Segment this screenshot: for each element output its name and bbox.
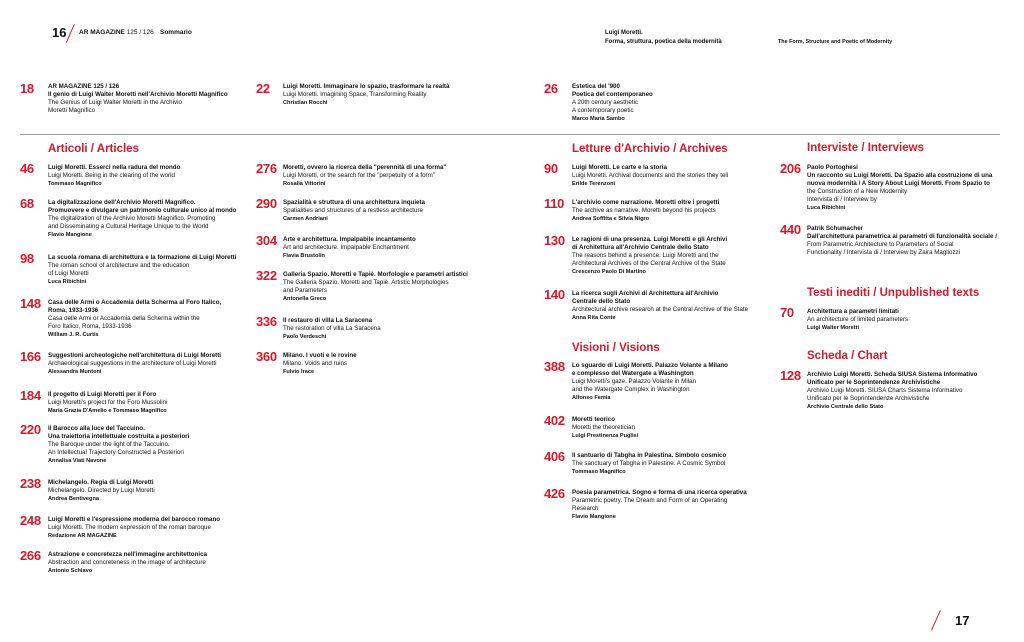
- entry-subtitle: Moretti the theoretician: [572, 424, 635, 431]
- page-number: 148: [20, 296, 41, 311]
- entry-title: Luigi Moretti. Esserci nella radura del mondo: [48, 164, 181, 171]
- entry-subtitle: Luigi Moretti, or the search for the "perpetuity of a form": [283, 172, 435, 179]
- footer-slash-right: [931, 610, 941, 631]
- entry-subtitle: Parametric poetry. The Dream and Form of an Operating: [572, 497, 728, 504]
- entry-title: Milano. I vuoti e le rovine: [283, 352, 357, 359]
- toc-entry: [283, 352, 498, 376]
- entry-subtitle: Functionality / Intervista di / Interview by Zaira Magliozzi: [807, 249, 961, 256]
- entry-subtitle: Moretti Magnifico: [48, 107, 96, 114]
- toc-entry: [807, 371, 1007, 411]
- page-number: 248: [20, 513, 41, 528]
- page-number: 322: [256, 268, 277, 283]
- entry-subtitle: and Disseminating a Cultural Heritage Unique to the World: [48, 223, 209, 230]
- entry-title: Un racconto su Luigi Moretti. Da Spazio alla costruzione di una: [807, 172, 993, 179]
- toc-entry: [48, 391, 263, 415]
- entry-subtitle: Architectural archive research at the Central Archive of the State: [572, 306, 749, 313]
- entry-author: Erilde Terenzoni: [572, 181, 616, 187]
- entry-subtitle: An Intellectual Trajectory Constructed a Posteriori: [48, 449, 184, 456]
- page-number: 26: [544, 81, 558, 96]
- entry-author: Annalisa Viati Navone: [48, 458, 107, 464]
- entry-subtitle: A contemporary poetic: [572, 107, 634, 114]
- entry-author: Anna Rita Conte: [572, 315, 616, 321]
- page-number-right: 17: [955, 613, 970, 628]
- entry-author: Christian Rocchi: [283, 100, 328, 106]
- section-divider: [20, 134, 1000, 135]
- entry-author: Andrea Bentivegna: [48, 496, 99, 502]
- entry-title: Unificato per le Soprintendenze Archivistiche: [807, 379, 941, 386]
- entry-author: Flavio Mangione: [572, 514, 616, 520]
- entry-subtitle: Archaeological suggestions in the architecture of Luigi Moretti: [48, 360, 217, 367]
- entry-author: Luigi Walter Moretti: [807, 325, 859, 331]
- entry-title: La scuola romana di architettura e la formazione di Luigi Moretti: [48, 254, 237, 261]
- entry-title: Astrazione e concretezza nell'immagine architettonica: [48, 551, 207, 558]
- entry-title: Le ragioni di una presenza. Luigi Moretti e gli Archivi: [572, 236, 728, 243]
- page-number-left: 16: [52, 25, 67, 40]
- page-number: 426: [544, 486, 565, 501]
- toc-entry: [48, 164, 263, 188]
- entry-subtitle: The reasons behind a presence. Luigi Moretti and the: [572, 252, 719, 259]
- toc-entry: [48, 425, 263, 465]
- entry-title: Casa delle Armi o Accademia della Scherma al Foro Italico,: [48, 299, 222, 306]
- toc-entry: [283, 164, 498, 188]
- entry-title: nuova modernità / A Story About Luigi Moretti. From Spazio to: [807, 180, 990, 187]
- book-title: Luigi Moretti. Forma, struttura, poetica della modernità: [605, 30, 722, 45]
- toc-entry: [48, 479, 263, 503]
- entry-title: Patrik Schumacher: [807, 225, 864, 232]
- heading-archives: Letture d'Archivio / Archives: [572, 143, 728, 155]
- page-number: 128: [780, 368, 801, 383]
- toc-entry: [572, 362, 787, 402]
- toc-entry: [283, 271, 498, 303]
- book-title-en: The Form, Structure and Poetic of Modernity: [778, 39, 893, 45]
- page-number: 276: [256, 161, 277, 176]
- entry-author: Flavio Mangione: [48, 232, 92, 238]
- page-number: 406: [544, 449, 565, 464]
- entry-author: Antonio Schiavo: [48, 568, 93, 574]
- toc-entry: [572, 83, 812, 123]
- entry-subtitle: Research: [572, 505, 599, 512]
- toc-entry: [48, 551, 263, 575]
- toc-entry: [283, 199, 498, 223]
- entry-author: Marco Maria Sambo: [572, 116, 625, 122]
- entry-subtitle: Luigi Moretti. Imagining Space, Transforming Reality: [283, 91, 427, 98]
- toc-entry: [807, 164, 1007, 212]
- entry-title: Luigi Moretti. Immaginare lo spazio, trasformare la realtà: [283, 83, 450, 90]
- page-number: 336: [256, 314, 277, 329]
- page-number: 110: [544, 196, 565, 211]
- entry-subtitle: Intervista di / Interview by: [807, 196, 877, 203]
- entry-title: Estetica del '900: [572, 83, 620, 90]
- page-number: 98: [20, 251, 34, 266]
- page-number: 90: [544, 161, 558, 176]
- entry-subtitle: Archivio Luigi Moretti. SIUSA Charts Sistema Informativo: [807, 387, 963, 394]
- toc-entry: [48, 254, 263, 286]
- entry-author: Tommaso Magnifico: [48, 181, 102, 187]
- entry-title: Il genio di Luigi Walter Moretti nell'Archivio Moretti Magnifico: [48, 91, 228, 98]
- page-number: 440: [780, 222, 801, 237]
- entry-subtitle: Milano. Voids and ruins: [283, 360, 347, 367]
- entry-subtitle: Luigi Moretti's gaze. Palazzo Volante in Milan: [572, 378, 696, 385]
- toc-entry: [48, 352, 263, 376]
- entry-subtitle: Spatialities and structures of a restless architecture: [283, 207, 423, 214]
- entry-subtitle: the Construction of a New Modernity: [807, 188, 908, 195]
- entry-subtitle: Architectural Archives of the Central Archive of the State: [572, 260, 726, 267]
- toc-entry: [48, 516, 263, 540]
- entry-subtitle: and the Watergate Complex in Washington: [572, 386, 690, 393]
- header-slash-left: [66, 24, 75, 43]
- page-number: 22: [256, 81, 270, 96]
- entry-subtitle: The Galleria Spazio. Moretti and Tapiè. Artistic Morphologies: [283, 279, 449, 286]
- entry-author: Luca Ribichini: [48, 279, 87, 285]
- entry-subtitle: Abstraction and concreteness in the image of architecture: [48, 559, 206, 566]
- entry-title: Paolo Portoghesi: [807, 164, 858, 171]
- entry-title: Una traiettoria intellettuale costruita a posteriori: [48, 433, 190, 440]
- heading-unpublished: Testi inediti / Unpublished texts: [807, 287, 980, 299]
- toc-entry: [48, 299, 263, 339]
- entry-title: Moretti teorico: [572, 416, 615, 423]
- heading-chart: Scheda / Chart: [807, 350, 888, 362]
- entry-title: Spazialità e struttura di una architettura inquieta: [283, 199, 425, 206]
- page-number: 266: [20, 548, 41, 563]
- page-number: 184: [20, 388, 41, 403]
- entry-title: Roma, 1933-1936: [48, 307, 99, 314]
- entry-author: Luca Ribichini: [807, 205, 846, 211]
- toc-entry: [48, 199, 263, 239]
- entry-author: Paolo Verdeschi: [283, 334, 327, 340]
- toc-entry: [283, 317, 498, 341]
- heading-interviews: Interviste / Interviews: [807, 142, 924, 154]
- page-number: 68: [20, 196, 34, 211]
- entry-title: Suggestioni archeologiche nell'architettura di Luigi Moretti: [48, 352, 222, 359]
- entry-title: L'archivio come narrazione. Moretti oltre i progetti: [572, 199, 720, 206]
- page-number: 238: [20, 476, 41, 491]
- entry-author: Antonella Greco: [283, 296, 327, 302]
- entry-title: Il restauro di villa La Saracena: [283, 317, 373, 324]
- entry-subtitle: A 20th century aesthetic: [572, 99, 639, 106]
- entry-author: Archivio Centrale dello Stato: [807, 404, 884, 410]
- entry-title: Luigi Moretti e l'espressione moderna del barocco romano: [48, 516, 221, 523]
- entry-title: Moretti, ovvero la ricerca della "perennità di una forma": [283, 164, 447, 171]
- entry-subtitle: From Parametric Architecture to Parameters of Social: [807, 241, 954, 248]
- entry-author: Rosalia Vittorini: [283, 181, 326, 187]
- entry-subtitle: The restoration of villa La Saracena: [283, 325, 381, 332]
- entry-subtitle: The Baroque under the light of the Taccuino.: [48, 441, 170, 448]
- entry-subtitle: Foro Italico, Roma, 1933-1936: [48, 323, 132, 330]
- page-number: 70: [780, 305, 794, 320]
- entry-title: Poesia parametrica. Sogno e forma di una ricerca operativa: [572, 489, 747, 496]
- page-number: 220: [20, 422, 41, 437]
- entry-title: Archivio Luigi Moretti. Scheda SIUSA Sistema Informativo: [807, 371, 978, 378]
- entry-title: di Architettura all'Archivio Centrale dello Stato: [572, 244, 709, 251]
- page-number: 206: [780, 161, 801, 176]
- entry-author: Andrea Soffitta e Silvia Nigro: [572, 216, 650, 222]
- entry-subtitle: Casa delle Armi or Accademia della Scherma within the: [48, 315, 200, 322]
- entry-author: Alfonso Femia: [572, 395, 611, 401]
- toc-entry: [572, 164, 787, 188]
- entry-title: e complesso del Watergate a Washington: [572, 370, 694, 377]
- entry-subtitle: The Genius of Luigi Walter Moretti in the Archivio: [48, 99, 182, 106]
- entry-subtitle: The roman school of architecture and the education: [48, 262, 190, 269]
- page-number: 46: [20, 161, 34, 176]
- entry-subtitle: Luigi Moretti's project for the Foro Mussolini: [48, 399, 168, 406]
- entry-subtitle: Unificato per le Soprintendenze Archivistiche: [807, 395, 930, 402]
- entry-title: Galleria Spazio. Moretti e Tapiè. Morfologie e parametri artistici: [283, 271, 468, 278]
- page-number: 304: [256, 233, 277, 248]
- entry-subtitle: Luigi Moretti. Being in the clearing of the world: [48, 172, 175, 179]
- entry-subtitle: Luigi Moretti. The modern expression of the roman baroque: [48, 524, 211, 531]
- page-number: 388: [544, 359, 565, 374]
- entry-author: Luigi Prestinenza Puglisi: [572, 433, 639, 439]
- entry-title: Poetica del contemporaneo: [572, 91, 653, 98]
- entry-author: Redazione AR MAGAZINE: [48, 533, 117, 539]
- entry-title: AR MAGAZINE 125 / 126: [48, 83, 120, 90]
- entry-author: Crescenzo Paolo Di Martino: [572, 269, 646, 275]
- entry-title: Il Barocco alla luce del Taccuino.: [48, 425, 145, 432]
- entry-author: Maria Grazia D'Amelio e Tommaso Magnifico: [48, 408, 167, 414]
- entry-author: Flavia Brustolin: [283, 253, 325, 259]
- entry-title: Centrale dello Stato: [572, 298, 631, 305]
- entry-title: Lo sguardo di Luigi Moretti. Palazzo Volante a Milano: [572, 362, 728, 369]
- toc-entry: [572, 452, 787, 476]
- page-number: 166: [20, 349, 41, 364]
- toc-entry: [572, 416, 787, 440]
- entry-title: Il progetto di Luigi Moretti per il Foro: [48, 391, 157, 398]
- entry-title: Michelangelo. Regia di Luigi Moretti: [48, 479, 154, 486]
- page-number: 402: [544, 413, 565, 428]
- entry-author: Tommaso Magnifico: [572, 469, 626, 475]
- entry-author: William J. R. Curtis: [48, 332, 99, 338]
- entry-author: Alessandra Muntoni: [48, 369, 102, 375]
- entry-subtitle: An architecture of limited parameters: [807, 316, 909, 323]
- toc-entry: [807, 308, 1007, 332]
- page-number: 290: [256, 196, 277, 211]
- entry-title: Luigi Moretti. Le carte e la storia: [572, 164, 667, 171]
- entry-title: Arte e architettura. Impalpabile incantamento: [283, 236, 416, 243]
- header-section: Sommario: [160, 29, 192, 36]
- toc-entry: [283, 83, 523, 107]
- page-number: 140: [544, 287, 565, 302]
- toc-entry: [572, 236, 787, 276]
- toc-entry: [48, 83, 288, 115]
- entry-subtitle: Michelangelo. Directed by Luigi Moretti: [48, 487, 155, 494]
- page-number: 360: [256, 349, 277, 364]
- entry-title: Promuovere e divulgare un patrimonio culturale unico al mondo: [48, 207, 237, 214]
- toc-entry: [572, 199, 787, 223]
- page-number: 130: [544, 233, 565, 248]
- heading-articles: Articoli / Articles: [48, 143, 139, 155]
- entry-author: Fulvio Irace: [283, 369, 315, 375]
- entry-subtitle: Luigi Moretti. Archival documents and the stories they tell: [572, 172, 729, 179]
- entry-author: Carmen Andriani: [283, 216, 328, 222]
- page-number: 18: [20, 81, 34, 96]
- toc-entry: [572, 489, 787, 521]
- toc-entry: [807, 225, 1007, 257]
- entry-title: La digitalizzazione dell'Archivio Moretti Magnifico.: [48, 199, 196, 206]
- entry-subtitle: The archive as narrative. Moretti beyond his projects: [572, 207, 716, 214]
- toc-entry: [283, 236, 498, 260]
- heading-visions: Visioni / Visions: [572, 342, 660, 354]
- entry-subtitle: and Parameters: [283, 287, 328, 294]
- entry-subtitle: Art and architecture. Impalpable Enchantment: [283, 244, 409, 251]
- entry-subtitle: of Luigi Moretti: [48, 270, 89, 277]
- entry-subtitle: The digitalization of the Archivio Moretti Magnifico. Promoting: [48, 215, 216, 222]
- entry-subtitle: The sanctuary of Tabgha in Palestine. A Cosmic Symbol: [572, 460, 726, 467]
- entry-title: La ricerca sugli Archivi di Architettura all'Archivio: [572, 290, 719, 297]
- entry-title: Architettura a parametri limitati: [807, 308, 899, 315]
- toc-entry: [572, 290, 787, 322]
- header-magazine: AR MAGAZINE 125 / 126: [79, 29, 154, 36]
- entry-title: Il santuario di Tabgha in Palestina. Simbolo cosmico: [572, 452, 727, 459]
- entry-title: Dall'architettura parametrica ai parametri di funzionalità sociale /: [807, 233, 997, 240]
